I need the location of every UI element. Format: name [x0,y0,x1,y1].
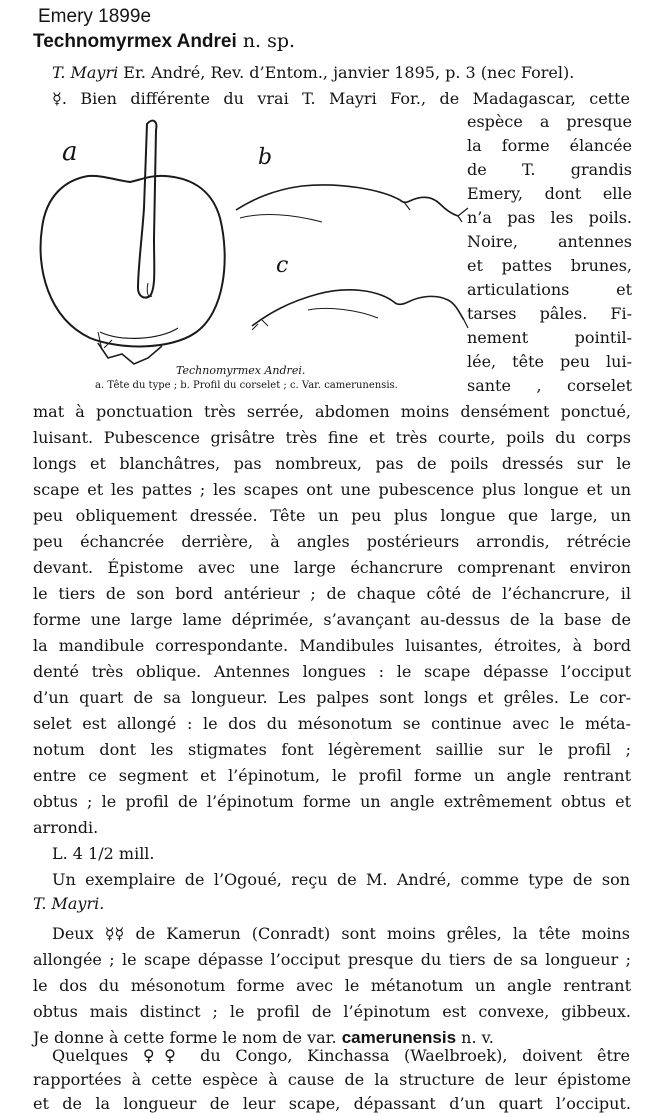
variety-line: obtus mais distinct ; le profil de l’épinotum est convexe, gibbeux. [33,1002,631,1021]
figure-caption-title: Technomyrmex Andrei. [176,364,306,377]
desc-right-line: Noire, antennes [467,232,632,251]
desc-right-line: lée, tête peu lui- [467,352,632,371]
desc-right-line: tarses pâles. Fi- [467,304,632,323]
desc-right-line: sante , corselet [467,376,632,395]
desc-line: luisant. Pubescence grisâtre très fine et très courte, poils du corps [33,428,631,447]
page-header: Emery 1899e [38,6,152,27]
desc-line: scape et les pattes ; les scapes ont une pubescence plus longue et un [33,480,631,499]
females-line: rapportées à cette espèce à cause de la structure de leur épistome [33,1070,631,1089]
variety-name: camerunensis [341,1028,457,1047]
desc-line: longs et blanchâtres, pas nombreux, pas de poils dressés sur le [33,454,631,473]
variety-profile-drawing [248,280,478,350]
figure-label-b: b [258,145,273,170]
desc-line: entre ce segment et l’épinotum, le profil forme un angle rentrant [33,766,631,785]
length-measurement: L. 4 1/2 mill. [52,844,155,863]
variety-name-line [33,1028,494,1048]
desc-line: peu obliquement dressée. Tête un peu plus longue que large, un [33,506,631,525]
variety-name-post: n. v. [456,1028,494,1047]
desc-line: peu échancrée derrière, à angles postérieurs arrondis, rétrécie [33,532,631,551]
description-first-line: ☿. Bien différente du vrai T. Mayri For., de Madagascar, cette [52,89,630,108]
figure-label-a: a [62,137,78,167]
species-name: Technomyrmex Andrei [33,31,237,52]
head-drawing [30,118,230,368]
specimen-taxon: T. Mayri. [33,894,105,913]
desc-line: arrondi. [33,818,99,837]
synonym-reference: Er. André, Rev. d’Entom., janvier 1895, p. 3 (nec Forel). [118,63,575,82]
desc-line: forme une large lame déprimée, s’avançant au-dessus de la base de [33,610,631,629]
variety-line: allongée ; le scape dépasse l’occiput presque du tiers de sa longueur ; [33,950,631,969]
variety-line: le dos du mésonotum forme avec le métanotum un angle rentrant [33,976,631,995]
females-line: et de la longueur de leur scape, dépassant d’un quart l’occiput. [33,1094,631,1113]
desc-right-line: et pattes brunes, [467,256,632,275]
synonymy-line [52,63,630,83]
thorax-profile-drawing [232,178,472,238]
desc-line: mat à ponctuation très serrée, abdomen moins densément ponctué, [33,402,631,421]
desc-line: d’un quart de sa longueur. Les palpes sont longs et grêles. Le cor- [33,688,631,707]
desc-right-line: la forme élancée [467,136,632,155]
synonym-taxon: T. Mayri [52,63,119,82]
desc-line: notum dont les stigmates font légèrement saillie sur le profil ; [33,740,631,759]
desc-line: denté très oblique. Antennes longues : le scape dépasse l’occiput [33,662,631,681]
females-line: Quelques ♀♀ du Congo, Kinchassa (Waelbroek), doivent être [52,1046,630,1065]
desc-right-line: Emery, dont elle [467,184,632,203]
variety-line: Deux ☿☿ de Kamerun (Conradt) sont moins grêles, la tête moins [52,924,630,943]
desc-right-line: articulations et [467,280,632,299]
species-status: n. sp. [236,30,296,52]
desc-line: le tiers de son bord antérieur ; de chaque côté de l’échancrure, il [33,584,631,603]
specimen-line: Un exemplaire de l’Ogoué, reçu de M. André, comme type de son [52,870,630,889]
desc-right-line: de T. grandis [467,160,632,179]
desc-line: obtus ; le profil de l’épinotum forme un angle extrêmement obtus et [33,792,631,811]
species-title [33,30,295,53]
desc-right-line: nement pointil- [467,328,632,347]
figure-label-c: c [276,253,289,278]
desc-right-line: n’a pas les poils. [467,208,632,227]
variety-name-pre: Je donne à cette forme le nom de var. [33,1028,342,1047]
desc-line: devant. Épistome avec une large échancrure comprenant environ [33,558,631,577]
desc-line: la mandibule correspondante. Mandibules luisantes, étroites, à bord [33,636,631,655]
desc-right-line: espèce a presque [467,112,632,131]
desc-line: selet est allongé : le dos du mésonotum se continue avec le méta- [33,714,631,733]
figure-caption-text: a. Tête du type ; b. Profil du corselet ; c. Var. camerunensis. [95,380,398,391]
